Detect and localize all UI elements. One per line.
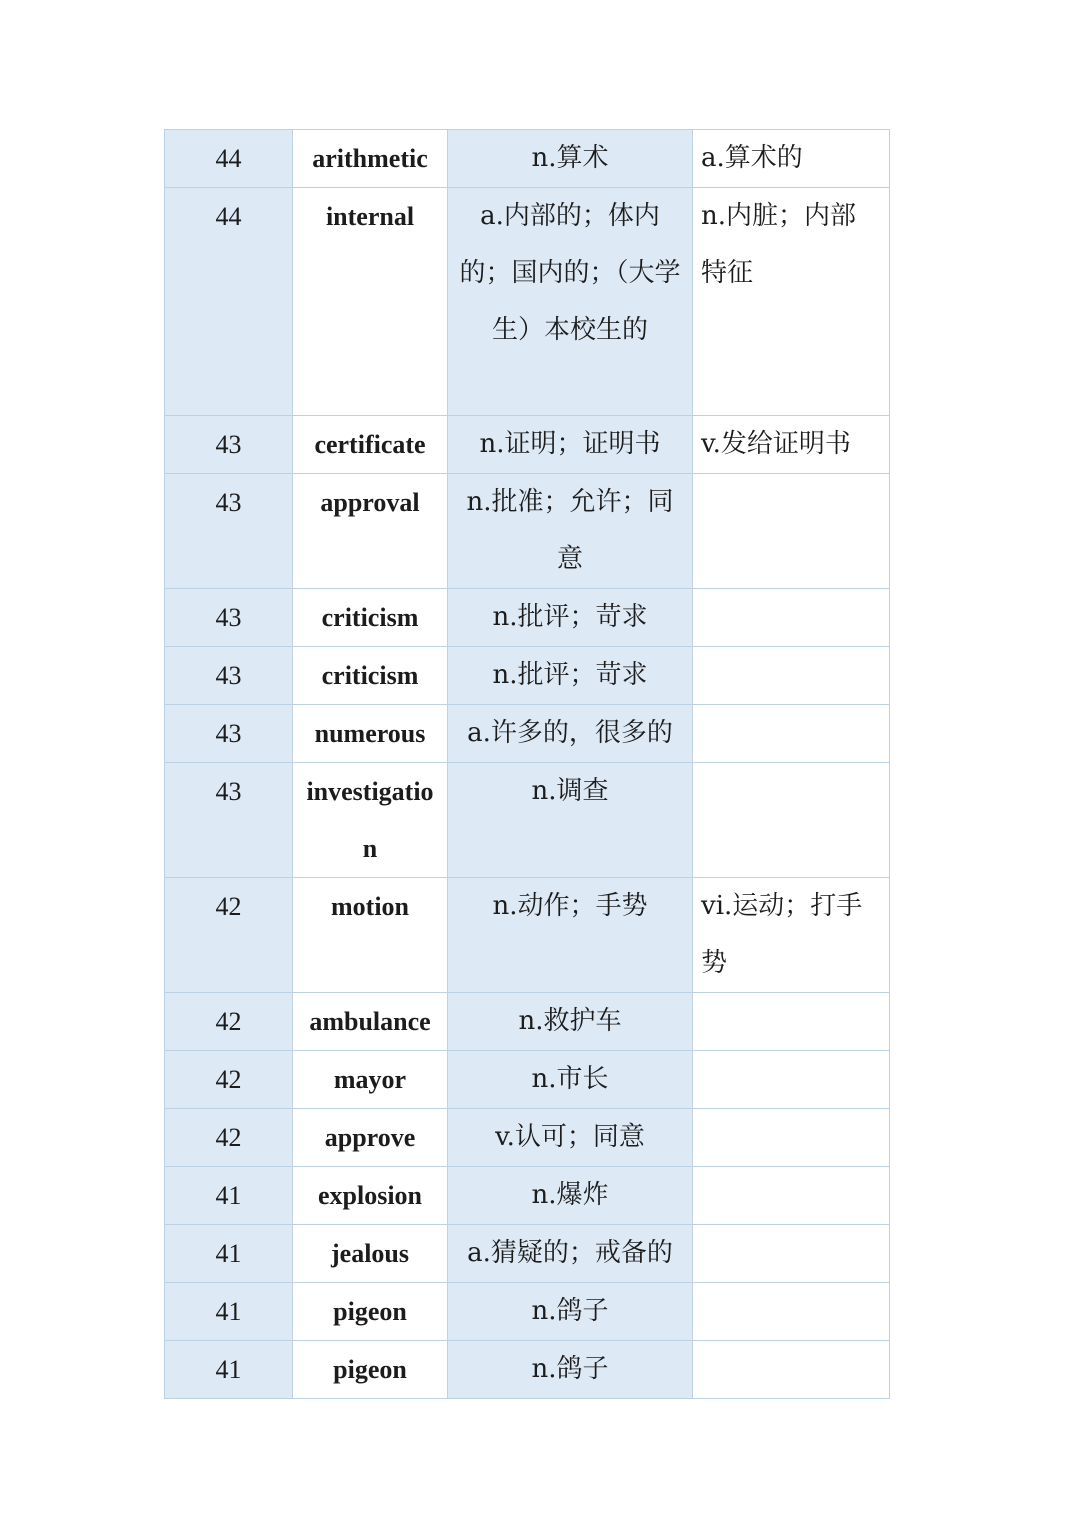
table-row — [165, 1341, 890, 1399]
frequency-cell: 43 — [165, 474, 293, 589]
word-cell: investigation — [293, 763, 448, 878]
table-row — [165, 589, 890, 647]
frequency-cell: 43 — [165, 763, 293, 878]
secondary-meaning-cell — [693, 589, 890, 647]
frequency-cell: 43 — [165, 589, 293, 647]
frequency-cell: 42 — [165, 878, 293, 993]
table-row — [165, 1283, 890, 1341]
frequency-cell: 41 — [165, 1341, 293, 1399]
secondary-meaning-cell — [693, 705, 890, 763]
frequency-cell: 43 — [165, 416, 293, 474]
vocabulary-table — [164, 129, 890, 1399]
table-row — [165, 1109, 890, 1167]
frequency-cell: 44 — [165, 130, 293, 188]
primary-meaning-cell: n.市长 — [448, 1051, 693, 1109]
primary-meaning-cell: a.猜疑的；戒备的 — [448, 1225, 693, 1283]
secondary-meaning-cell: a.算术的 — [693, 130, 890, 188]
primary-meaning-cell: a.内部的；体内的；国内的；（大学生）本校生的 — [448, 188, 693, 416]
word-cell: pigeon — [293, 1341, 448, 1399]
word-cell: ambulance — [293, 993, 448, 1051]
frequency-cell: 44 — [165, 188, 293, 416]
primary-meaning-cell: n.调查 — [448, 763, 693, 878]
primary-meaning-cell: n.救护车 — [448, 993, 693, 1051]
table-row — [165, 1051, 890, 1109]
primary-meaning-cell: n.动作；手势 — [448, 878, 693, 993]
primary-meaning-cell: n.鸽子 — [448, 1341, 693, 1399]
table-row — [165, 130, 890, 188]
secondary-meaning-cell — [693, 1283, 890, 1341]
secondary-meaning-cell — [693, 1167, 890, 1225]
primary-meaning-cell: n.爆炸 — [448, 1167, 693, 1225]
word-cell: explosion — [293, 1167, 448, 1225]
secondary-meaning-cell — [693, 647, 890, 705]
frequency-cell: 43 — [165, 705, 293, 763]
frequency-cell: 42 — [165, 1051, 293, 1109]
table-row — [165, 763, 890, 878]
word-cell: pigeon — [293, 1283, 448, 1341]
table-row — [165, 1225, 890, 1283]
primary-meaning-cell: n.批评；苛求 — [448, 589, 693, 647]
word-cell: mayor — [293, 1051, 448, 1109]
word-cell: approval — [293, 474, 448, 589]
table-row — [165, 474, 890, 589]
secondary-meaning-cell — [693, 1051, 890, 1109]
table-row — [165, 705, 890, 763]
word-cell: certificate — [293, 416, 448, 474]
secondary-meaning-cell — [693, 993, 890, 1051]
table-row — [165, 647, 890, 705]
primary-meaning-cell: n.证明；证明书 — [448, 416, 693, 474]
table-row — [165, 416, 890, 474]
frequency-cell: 43 — [165, 647, 293, 705]
table-row — [165, 878, 890, 993]
table-row — [165, 1167, 890, 1225]
primary-meaning-cell: v.认可；同意 — [448, 1109, 693, 1167]
word-cell: motion — [293, 878, 448, 993]
frequency-cell: 41 — [165, 1225, 293, 1283]
word-cell: numerous — [293, 705, 448, 763]
table-row — [165, 993, 890, 1051]
primary-meaning-cell: n.批评；苛求 — [448, 647, 693, 705]
word-cell: arithmetic — [293, 130, 448, 188]
frequency-cell: 42 — [165, 993, 293, 1051]
secondary-meaning-cell — [693, 474, 890, 589]
secondary-meaning-cell: v.发给证明书 — [693, 416, 890, 474]
primary-meaning-cell: n.鸽子 — [448, 1283, 693, 1341]
secondary-meaning-cell: vi.运动；打手势 — [693, 878, 890, 993]
secondary-meaning-cell — [693, 1109, 890, 1167]
word-cell: jealous — [293, 1225, 448, 1283]
frequency-cell: 41 — [165, 1283, 293, 1341]
secondary-meaning-cell — [693, 1225, 890, 1283]
table-row — [165, 188, 890, 416]
secondary-meaning-cell — [693, 763, 890, 878]
secondary-meaning-cell: n.内脏；内部特征 — [693, 188, 890, 416]
primary-meaning-cell: a.许多的，很多的 — [448, 705, 693, 763]
primary-meaning-cell: n.批准；允许；同意 — [448, 474, 693, 589]
frequency-cell: 42 — [165, 1109, 293, 1167]
word-cell: criticism — [293, 647, 448, 705]
secondary-meaning-cell — [693, 1341, 890, 1399]
frequency-cell: 41 — [165, 1167, 293, 1225]
word-cell: approve — [293, 1109, 448, 1167]
primary-meaning-cell: n.算术 — [448, 130, 693, 188]
word-cell: internal — [293, 188, 448, 416]
word-cell: criticism — [293, 589, 448, 647]
